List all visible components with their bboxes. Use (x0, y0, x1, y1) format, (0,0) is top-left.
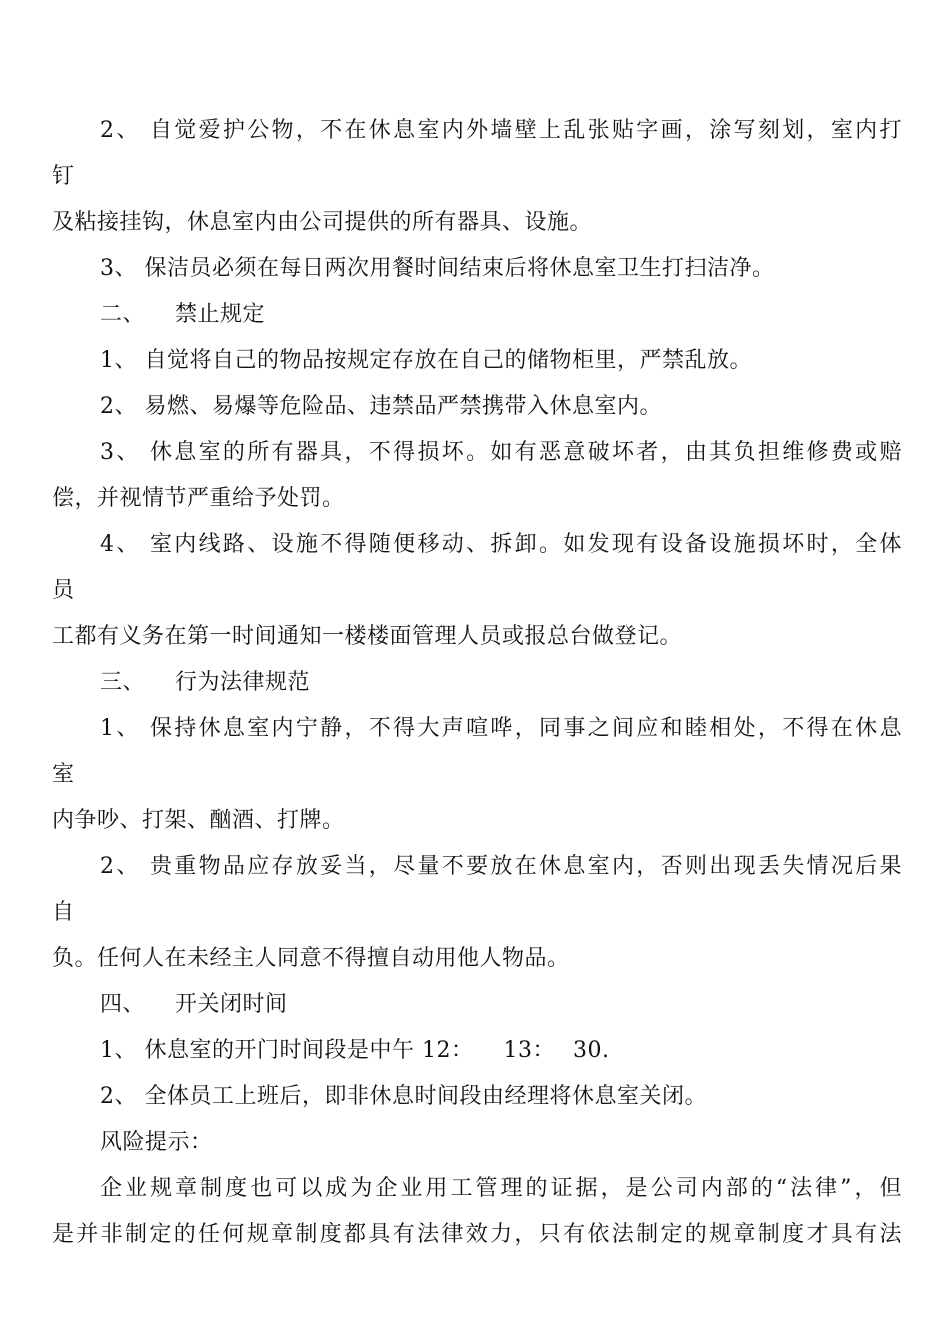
paragraph-line: 偿，并视情节严重给予处罚。 (52, 486, 345, 511)
paragraph-line: 企业规章制度也可以成为企业用工管理的证据，是公司内部的“法律”，但 (100, 1176, 902, 1201)
section-title: 行为法律规范 (175, 670, 311, 695)
section-heading (100, 982, 902, 1028)
paragraph-line: 3、 保洁员必须在每日两次用餐时间结束后将休息室卫生打扫洁净。 (100, 256, 775, 281)
opening-hours-end: 13： (503, 1038, 555, 1063)
paragraph-line: 2、 贵重物品应存放妥当，尽量不要放在休息室内，否则出现丢失情况后果 (100, 854, 902, 879)
paragraph-line: 1、 保持休息室内宁静，不得大声喧哗，同事之间应和睦相处，不得在休息 (100, 716, 902, 741)
paragraph-line: 4、 室内线路、设施不得随便移动、拆卸。如发现有设备设施损坏时，全体 (100, 532, 902, 557)
paragraph-line: 负。任何人在未经主人同意不得擅自动用他人物品。 (52, 946, 570, 971)
paragraph-line: 2、 易燃、易爆等危险品、违禁品严禁携带入休息室内。 (100, 394, 662, 419)
risk-heading: 风险提示： (100, 1130, 213, 1155)
paragraph-line: 2、 全体员工上班后，即非休息时间段由经理将休息室关闭。 (100, 1084, 707, 1109)
paragraph-line: 2、 自觉爱护公物，不在休息室内外墙壁上乱张贴字画，涂写刻划，室内打 (100, 118, 902, 143)
paragraph-line: 1、 自觉将自己的物品按规定存放在自己的储物柜里，严禁乱放。 (100, 348, 752, 373)
opening-hours-minutes: 30. (572, 1038, 610, 1063)
paragraph-line: 3、 休息室的所有器具，不得损坏。如有恶意破坏者，由其负担维修费或赔 (100, 440, 902, 465)
paragraph-line: 钉 (52, 164, 75, 189)
paragraph-line: 是并非制定的任何规章制度都具有法律效力，只有依法制定的规章制度才具有法 (52, 1222, 902, 1247)
section-number: 三、 (100, 670, 146, 695)
section-number: 四、 (100, 992, 146, 1017)
paragraph-line (100, 1028, 902, 1074)
section-heading (100, 660, 902, 706)
paragraph-line: 及粘接挂钩，休息室内由公司提供的所有器具、设施。 (52, 210, 593, 235)
paragraph-line: 工都有义务在第一时间通知一楼楼面管理人员或报总台做登记。 (52, 624, 683, 649)
section-heading (100, 292, 902, 338)
opening-hours-start: 1、 休息室的开门时间段是中午 12： (100, 1038, 474, 1063)
section-title: 开关闭时间 (175, 992, 288, 1017)
section-number: 二、 (100, 302, 146, 327)
paragraph-line: 室 (52, 762, 75, 787)
paragraph-line: 自 (52, 900, 75, 925)
section-title: 禁止规定 (175, 302, 266, 327)
paragraph-line: 员 (52, 578, 75, 603)
paragraph-line: 内争吵、打架、酗酒、打牌。 (52, 808, 345, 833)
